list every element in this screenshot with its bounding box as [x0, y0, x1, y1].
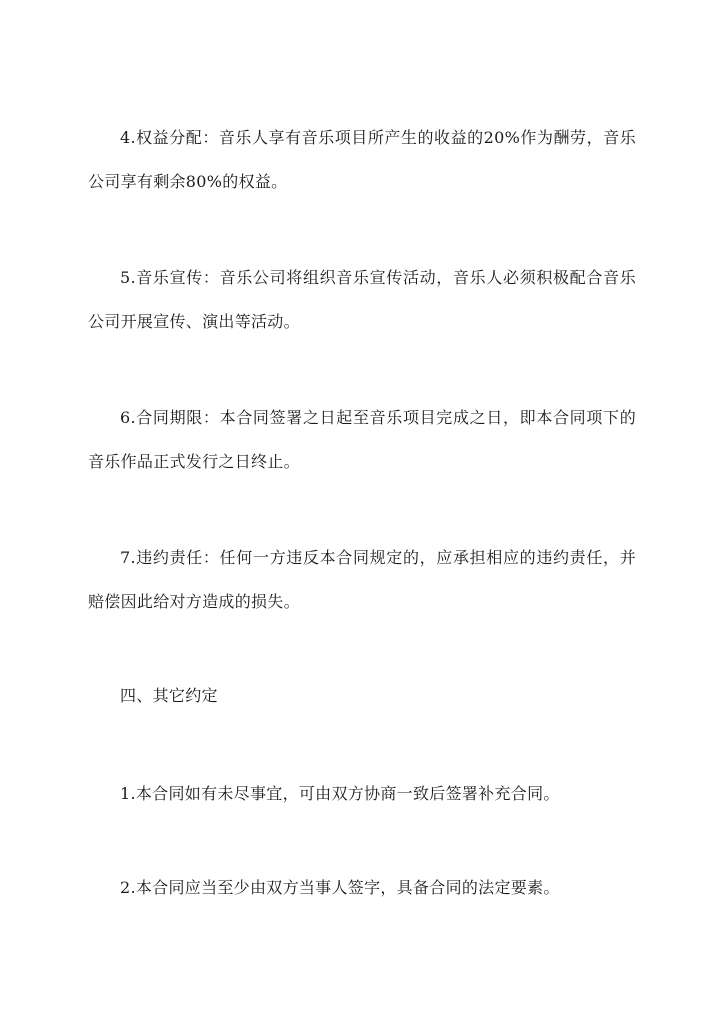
section-item-supplementary: 1.本合同如有未尽事宜，可由双方协商一致后签署补充合同。 — [120, 784, 560, 803]
paragraph-profit-distribution: 4.权益分配：音乐人享有音乐项目所产生的收益的20%作为酬劳，音乐公司享有剩余80%的权益。 — [88, 128, 636, 191]
section-heading: 四、其它约定 — [120, 686, 218, 705]
paragraph-music-promotion: 5.音乐宣传：音乐公司将组织音乐宣传活动，音乐人必须积极配合音乐公司开展宣传、演出等活动。 — [88, 268, 636, 331]
section-item-signature: 2.本合同应当至少由双方当事人签字，具备合同的法定要素。 — [120, 878, 560, 897]
paragraph-liability-for-breach: 7.违约责任：任何一方违反本合同规定的，应承担相应的违约责任，并赔偿因此给对方造成的损失。 — [88, 548, 636, 611]
paragraph-contract-term: 6.合同期限：本合同签署之日起至音乐项目完成之日，即本合同项下的音乐作品正式发行之日终止。 — [88, 408, 636, 471]
